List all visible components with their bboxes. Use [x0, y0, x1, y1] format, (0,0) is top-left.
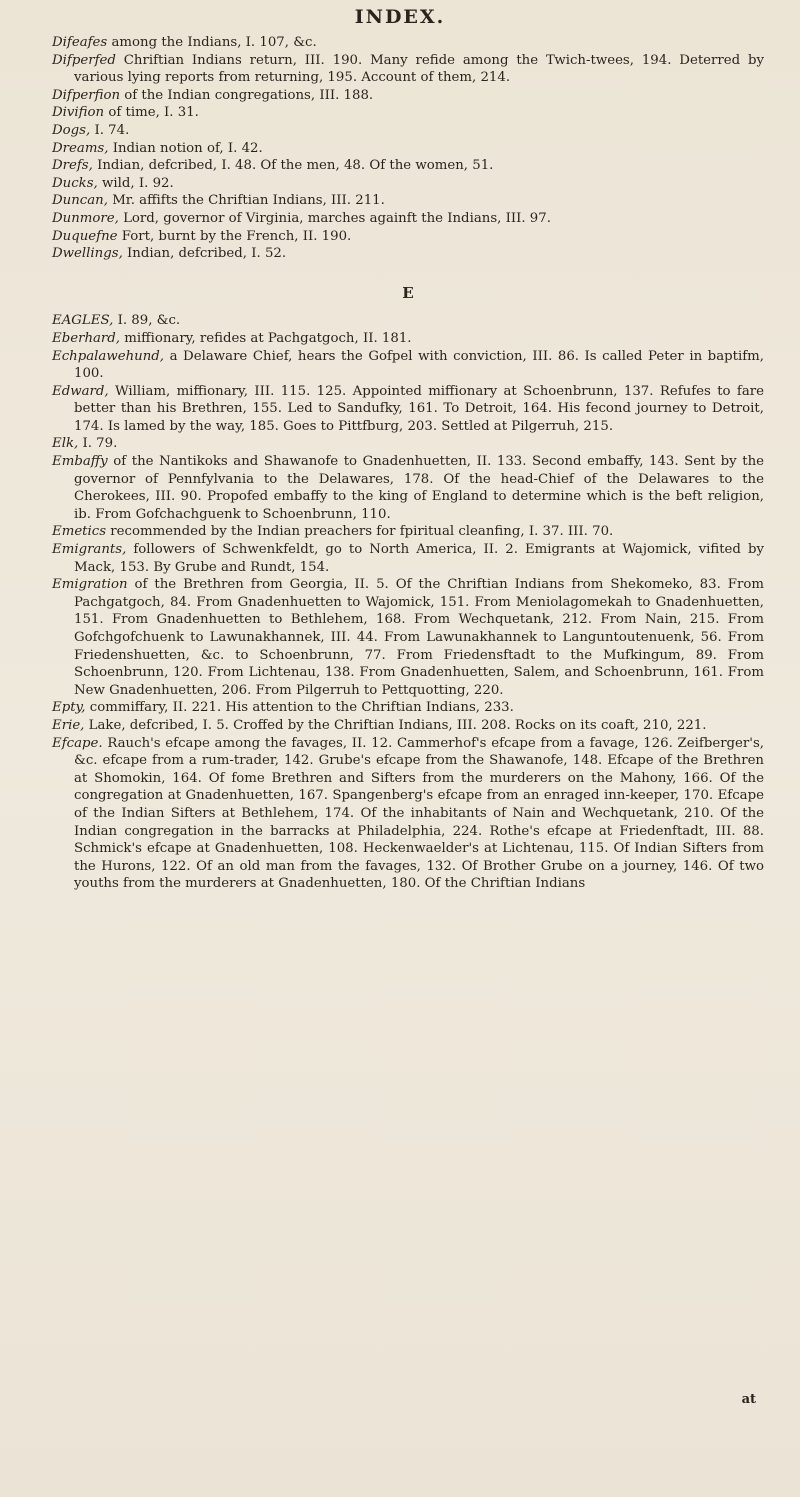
- index-entry: [52, 122, 764, 140]
- entry-headword: Erie,: [52, 717, 85, 733]
- entry-headword: Dreams,: [52, 140, 109, 156]
- entry-headword: Dunmore,: [52, 210, 119, 226]
- entry-text: Rauch's efcape among the favages, II. 12. Cammerhof's efcape from a favage, 126. Zeifberger's, &c. efcape from a rum-trader, 142. Grube's efcape from the Shawanofe, 148. Efcape of the Brethren at Shomokin, 164. Of fome Brethren and Sifters from the murderers on the Mahony, 166. Of the congregation at Gnadenhuetten, 167. Spangenberg's efcape from an enraged inn-keeper, 170. Efcape of the Indian Sifters at Bethlehem, 174. Of the inhabitants of Nain and Wechquetank, 210. Of the Indian congregation in the barracks at Philadelphia, 224. Rothe's efcape at Friedenftadt, III. 88. Schmick's efcape at Gnadenhuetten, 108. Heckenwaelder's at Lichtenau, 115. Of Indian Sifters from the Hurons, 122. Of an old man from the favages, 132. Of Brother Grube on a journey, 146. Of two youths from the murderers at Gnadenhuetten, 180. Of the Chriftian Indians: [74, 735, 764, 892]
- index-entry: [52, 87, 764, 105]
- entry-headword: Difeafes: [52, 35, 108, 50]
- catchword: at: [741, 1392, 756, 1407]
- entry-text: of time, I. 31.: [104, 105, 199, 121]
- entry-headword: Emetics: [52, 524, 107, 540]
- entry-text: Mr. affifts the Chriftian Indians, III. 211.: [107, 193, 385, 209]
- entry-text: of the Indian congregations, III. 188.: [120, 87, 374, 103]
- entry-headword: Eberhard,: [52, 330, 121, 346]
- index-entry: [52, 576, 764, 699]
- entry-text: Indian notion of, I. 42.: [108, 140, 263, 156]
- index-entry: [52, 348, 764, 383]
- entry-text: Indian, defcribed, I. 52.: [122, 246, 287, 262]
- entry-text: among the Indians, I. 107, &c.: [107, 35, 317, 50]
- entry-text: commiffary, II. 221. His attention to the Chriftian Indians, 233.: [85, 700, 514, 716]
- index-entry: [52, 52, 764, 87]
- entry-headword: Emigration: [52, 577, 128, 593]
- section-letter-e: E: [402, 283, 414, 302]
- entry-text: I. 79.: [78, 436, 118, 452]
- entry-text: followers of Schwenkfeldt, go to North America, II. 2. Emigrants at Wajomick, vifited by Mack, 153. By Grube and Rundt, 154.: [74, 542, 764, 575]
- index-entry: [52, 104, 764, 122]
- section-e: [52, 312, 764, 893]
- page-title: INDEX.: [354, 6, 446, 28]
- index-entry: [52, 34, 764, 52]
- index-entry: [52, 192, 764, 210]
- entry-text: Chriftian Indians return, III. 190. Many refide among the Twich-twees, 194. Deterred by various lying reports from returning, 195. Account of them, 214.: [74, 52, 764, 86]
- entry-headword: Difperfed: [52, 52, 116, 68]
- index-entry: [52, 245, 764, 263]
- entry-headword: Duquefne: [52, 228, 118, 244]
- index-entry: [52, 140, 764, 158]
- entry-headword: Divifion: [52, 105, 105, 121]
- entry-text: of the Brethren from Georgia, II. 5. Of the Chriftian Indians from Shekomeko, 83. From Pachgatgoch, 84. From Gnadenhuetten to Wajomick, 151. From Meniolagomekah to Gnadenhuetten, 151. From Gnadenhuetten to Bethlehem, 168. From Wechquetank, 212. From Nain, 215. From Gofchgofchuenk to Lawunakhannek, III. 44. From Lawunakhannek to Languntoutenuenk, 56. From Friedenshuetten, &c. to Schoenbrunn, 77. From Friedensftadt to the Mufkingum, 89. From Schoenbrunn, 120. From Lichtenau, 138. From Gnadenhuetten, Salem, and Schoenbrunn, 161. From New Gnadenhuetten, 206. From Pilgerruh to Pettquotting, 220.: [74, 577, 764, 698]
- entry-headword: Duncan,: [52, 193, 108, 209]
- index-entry: [52, 312, 764, 330]
- entry-headword: Dogs,: [52, 122, 91, 138]
- index-entry: [52, 435, 764, 453]
- entry-text: of the Nantikoks and Shawanofe to Gnadenhuetten, II. 133. Second embaffy, 143. Sent by the governor of Pennfylvania to the Delawares, 178. Of the head-Chief of the Delawares to the Cherokees, III. 90. Propofed embaffy to the king of England to determine which is the beft religion, ib. From Gofchachguenk to Schoenbrunn, 110.: [74, 454, 764, 522]
- entry-headword: Echpalawehund,: [52, 348, 165, 364]
- index-entry: [52, 523, 764, 541]
- index-entry: [52, 717, 764, 735]
- index-entry: [52, 541, 764, 576]
- entry-text: Lake, defcribed, I. 5. Croffed by the Chriftian Indians, III. 208. Rocks on its coaft, 210, 221.: [84, 717, 707, 733]
- entry-headword: EAGLES,: [52, 313, 114, 329]
- entry-text: Lord, governor of Virginia, marches againft the Indians, III. 97.: [118, 210, 551, 226]
- index-entry: [52, 157, 764, 175]
- entry-headword: Embaffy: [52, 454, 108, 470]
- entry-text: William, miffionary, III. 115. 125. Appointed miffionary at Schoenbrunn, 137. Refufes to fare better than his Brethren, 155. Led to Sandufky, 161. To Detroit, 164. His fecond journey to Detroit, 174. Is lamed by the way, 185. Goes to Pittfburg, 203. Settled at Pilgerruh, 215.: [74, 383, 764, 434]
- entry-headword: Elk,: [52, 436, 79, 452]
- index-entry: [52, 228, 764, 246]
- index-body: [52, 34, 764, 893]
- index-entry: [52, 210, 764, 228]
- index-entry: [52, 735, 764, 893]
- entry-text: I. 74.: [90, 122, 130, 138]
- entry-text: I. 89, &c.: [113, 313, 181, 329]
- entry-text: Indian, defcribed, I. 48. Of the men, 48. Of the women, 51.: [92, 158, 494, 174]
- entry-text: recommended by the Indian preachers for fpiritual cleanfing, I. 37. III. 70.: [106, 524, 614, 540]
- entry-headword: Ducks,: [52, 175, 98, 191]
- entry-headword: Emigrants,: [52, 542, 127, 558]
- index-entry: [52, 699, 764, 717]
- index-entry: [52, 453, 764, 523]
- index-entry: [52, 330, 764, 348]
- entry-text: miffionary, refides at Pachgatgoch, II. 181.: [120, 330, 412, 346]
- entry-text: a Delaware Chief, hears the Gofpel with conviction, III. 86. Is called Peter in baptifm, 100.: [74, 348, 764, 382]
- entry-headword: Efcape.: [52, 735, 103, 751]
- entry-headword: Epty,: [52, 700, 86, 716]
- entry-headword: Dwellings,: [52, 246, 123, 262]
- index-entry: [52, 383, 764, 436]
- entry-headword: Difperfion: [52, 87, 121, 103]
- index-entry: [52, 175, 764, 193]
- entry-headword: Drefs,: [52, 158, 93, 174]
- entry-text: wild, I. 92.: [97, 175, 174, 191]
- entry-headword: Edward,: [52, 383, 109, 399]
- section-d: [52, 34, 764, 263]
- entry-text: Fort, burnt by the French, II. 190.: [117, 228, 352, 244]
